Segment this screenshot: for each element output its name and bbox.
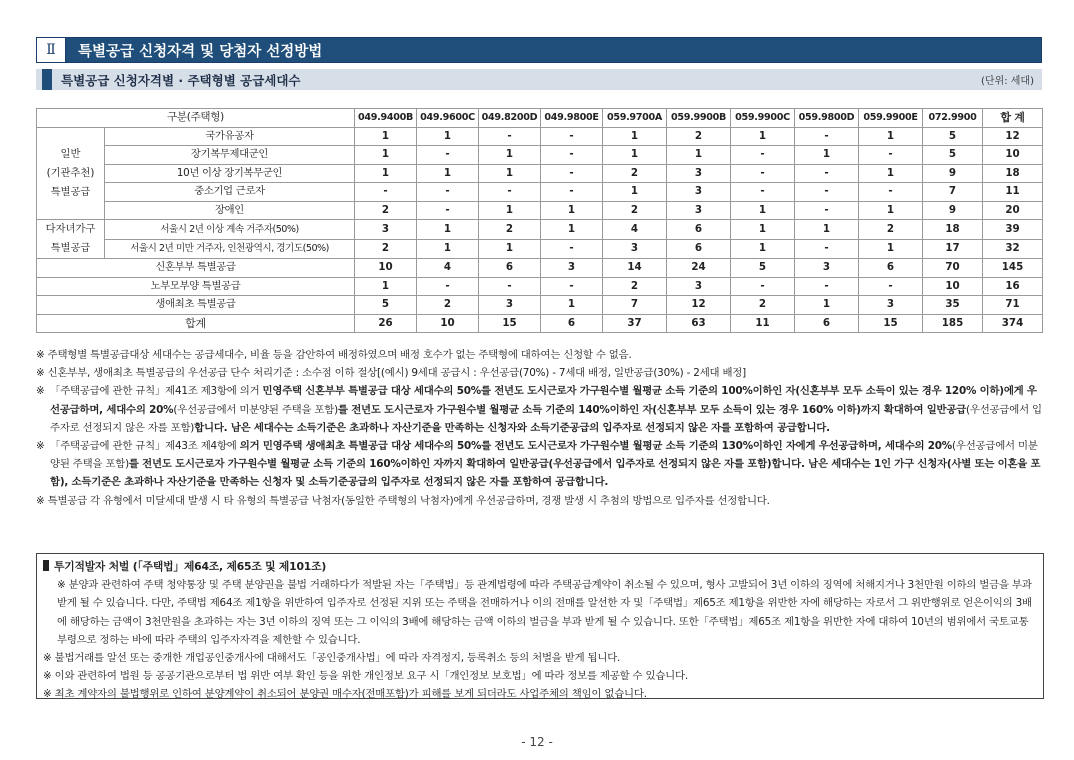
cell-value: 2 xyxy=(479,220,541,240)
cell-value: 70 xyxy=(923,259,983,278)
cell-value: 4 xyxy=(603,220,667,240)
cell-value: 17 xyxy=(923,239,983,259)
total-value: 63 xyxy=(667,314,731,333)
cell-value: 24 xyxy=(667,259,731,278)
header-label: 구분(주택형) xyxy=(37,109,355,128)
cell-value: - xyxy=(731,277,795,296)
cell-value: 12 xyxy=(667,296,731,315)
total-value: 10 xyxy=(417,314,479,333)
cell-value: - xyxy=(479,127,541,146)
cell-value: 1 xyxy=(795,220,859,240)
cell-value: 1 xyxy=(731,220,795,240)
row-label: 장기복무제대군인 xyxy=(105,146,355,165)
row-label: 국가유공자 xyxy=(105,127,355,146)
cell-value: 1 xyxy=(479,201,541,220)
cell-value: 1 xyxy=(417,239,479,259)
cell-value: 1 xyxy=(355,146,417,165)
cell-value: - xyxy=(859,277,923,296)
total-value: 374 xyxy=(983,314,1043,333)
cell-value: 3 xyxy=(795,259,859,278)
cell-value: 1 xyxy=(603,146,667,165)
cell-value: 16 xyxy=(983,277,1043,296)
cell-value: 1 xyxy=(355,164,417,183)
cell-value: 1 xyxy=(541,201,603,220)
cell-value: 1 xyxy=(417,164,479,183)
cell-value: 6 xyxy=(667,220,731,240)
cell-value: 35 xyxy=(923,296,983,315)
cell-value: - xyxy=(541,277,603,296)
penalty-note-3: ※ 이와 관련하여 법원 등 공공기관으로부터 법 위반 여부 확인 등을 위한 개인정보 요구 시「개인정보 보호법」에 따라 정보를 제공할 수 있습니다. xyxy=(43,670,688,683)
row-label: 장애인 xyxy=(105,201,355,220)
note-3-mark: ※ xyxy=(36,385,45,398)
column-header: 059.9900E xyxy=(859,109,923,128)
cell-value: - xyxy=(859,146,923,165)
section-number: Ⅱ xyxy=(37,38,66,62)
column-header: 049.9600C xyxy=(417,109,479,128)
cell-value: - xyxy=(541,239,603,259)
cell-value: - xyxy=(731,183,795,202)
cell-value: 3 xyxy=(479,296,541,315)
section-title: 특별공급 신청자격 및 당첨자 선정방법 xyxy=(66,38,1041,62)
cell-value: 2 xyxy=(603,201,667,220)
cell-value: 7 xyxy=(923,183,983,202)
penalty-title-text: 투기적발자 처벌 (「주택법」제64조, 제65조 및 제101조) xyxy=(54,560,327,573)
cell-value: 1 xyxy=(795,296,859,315)
cell-value: - xyxy=(355,183,417,202)
row-label: 신혼부부 특별공급 xyxy=(37,259,355,278)
cell-value: - xyxy=(795,201,859,220)
note-5: ※ 특별공급 각 유형에서 미달세대 발생 시 타 유형의 특별공급 낙첨자(동일한 주택형의 낙첨자)에게 우선공급하며, 경쟁 발생 시 추첨의 방법으로 입주자를 선정합니다. xyxy=(36,494,770,507)
cell-value: 2 xyxy=(417,296,479,315)
table-row xyxy=(37,296,1043,315)
table-row xyxy=(37,127,1043,146)
cell-value: 6 xyxy=(859,259,923,278)
table-row xyxy=(37,183,1043,202)
cell-value: - xyxy=(417,201,479,220)
cell-value: - xyxy=(795,277,859,296)
table-row xyxy=(37,277,1043,296)
supply-table xyxy=(36,108,1043,333)
cell-value: 1 xyxy=(417,220,479,240)
cell-value: 1 xyxy=(859,164,923,183)
note-3-d: 를 전년도 도시근로자 가구원수별 월평균 소득 기준의 140%이하인 자(신혼부부 모두 소득이 있는 경우 160% 이하)까지 확대하여 일반공급 xyxy=(337,403,967,416)
penalty-box xyxy=(36,553,1044,699)
subsection-marker xyxy=(42,69,52,90)
table-header-row xyxy=(37,109,1043,128)
row-label: 중소기업 근로자 xyxy=(105,183,355,202)
cell-value: 3 xyxy=(355,220,417,240)
cell-value: 14 xyxy=(603,259,667,278)
cell-value: - xyxy=(731,146,795,165)
cell-value: 6 xyxy=(667,239,731,259)
cell-value: 12 xyxy=(983,127,1043,146)
cell-value: 18 xyxy=(983,164,1043,183)
row-label: 10년 이상 장기복무군인 xyxy=(105,164,355,183)
total-value: 37 xyxy=(603,314,667,333)
cell-value: 2 xyxy=(603,164,667,183)
cell-value: - xyxy=(479,277,541,296)
note-2: ※ 신혼부부, 생애최초 특별공급의 우선공급 단수 처리기준 : 소수점 이하 절상[(예시) 9세대 공급시 : 우선공급(70%) - 7세대 배정, 일반공급(30%) - 2세대 배정] xyxy=(36,367,746,380)
cell-value: 1 xyxy=(731,239,795,259)
cell-value: 5 xyxy=(923,146,983,165)
cell-value: 9 xyxy=(923,201,983,220)
cell-value: 1 xyxy=(603,183,667,202)
cell-value: 1 xyxy=(479,239,541,259)
cell-value: 1 xyxy=(541,220,603,240)
cell-value: 3 xyxy=(667,201,731,220)
penalty-note-1-text: ※ 분양과 관련하여 주택 청약통장 및 주택 분양권을 불법 거래하다가 적발된 자는「주택법」등 관계법령에 따라 주택공급계약이 취소될 수 있으며, 형사 고발되어 3년 이하의 징역에 처해지거나 3천만원 이하의 벌금을 부과 받게 될 수 있습니다. 다만, 주택법 제64조 제1항을 위반하여 입주자로 선정된 지위 또는 주택을 전매하거나 이의 전매를 알선한 자 및「주택법」제65조 제1항을 위반한 자에 해당하는 자로서 그 위반행위로 얻은이익의 3배에 해당하는 금액이 3천만원을 초과하는 자는 3년 이하의 징역 또는 그 이익의 3배에 해당하는 금액 이하의 벌금을 부과 받게 될 수 있습니다. 또한「주택법」제65조 제1항을 위반한 자에 대하여 10년의 범위에서 국토교통부령으로 정하는 바에 따라 주택의 입주자자격을 제한할 수 있습니다. xyxy=(57,579,1032,646)
note-4-b: 의거 민영주택 생애최초 특별공급 대상 세대수의 50%를 전년도 도시근로자 가구원수별 월평균 소득 기준의 130%이하인 자에게 우선공급하며, 세대수의 20% xyxy=(239,440,952,453)
cell-value: 1 xyxy=(355,127,417,146)
group-label: 다자녀가구 특별공급 xyxy=(37,220,105,259)
note-3-e: (우선공급에서 입주자로 선정되지 않은 자를 포함) xyxy=(50,403,1042,434)
cell-value: 145 xyxy=(983,259,1043,278)
penalty-note-1 xyxy=(43,576,1035,649)
penalty-title xyxy=(43,558,1035,576)
cell-value: 71 xyxy=(983,296,1043,315)
cell-value: 18 xyxy=(923,220,983,240)
unit-label: (단위: 세대) xyxy=(981,76,1034,87)
cell-value: 3 xyxy=(667,183,731,202)
note-3-a: 「주택공급에 관한 규칙」제41조 제3항에 의거 xyxy=(50,385,263,398)
cell-value: 5 xyxy=(923,127,983,146)
cell-value: 1 xyxy=(667,146,731,165)
section-header xyxy=(36,37,1042,63)
column-header: 049.9800E xyxy=(541,109,603,128)
cell-value: - xyxy=(417,146,479,165)
row-label: 서울시 2년 이상 계속 거주자(50%) xyxy=(105,220,355,240)
note-4-d: 를 전년도 도시근로자 가구원수별 월평균 소득 기준의 160%이하인 자까지 확대하여 일반공급(우선공급에서 입주자로 선정되지 않은 자를 포함)합니다. 남은 세대수는 1인 가구 신청자(사별 또는 이혼을 포함), 소득기준은 초과하나 자산기준을 만족하는 신청자 및 소득기준공급의 입주자로 선정되지 않은 자를 포함하여 공급합니다. xyxy=(50,458,1041,489)
square-bullet-icon xyxy=(43,560,49,571)
note-4-mark: ※ xyxy=(36,440,45,453)
cell-value: - xyxy=(417,183,479,202)
column-header: 072.9900 xyxy=(923,109,983,128)
cell-value: 2 xyxy=(731,296,795,315)
subsection-header xyxy=(36,69,1042,90)
cell-value: 10 xyxy=(355,259,417,278)
table-row xyxy=(37,259,1043,278)
cell-value: 1 xyxy=(355,277,417,296)
column-header: 합 계 xyxy=(983,109,1043,128)
cell-value: - xyxy=(731,164,795,183)
cell-value: 1 xyxy=(541,296,603,315)
note-4-a: 「주택공급에 관한 규칙」제43조 제4항에 xyxy=(50,440,240,453)
note-3-b: 민영주택 신혼부부 특별공급 대상 세대수의 50%를 전년도 도시근로자 가구원수별 월평균 소득 기준의 100%이하인 자(신혼부부 모두 소득이 있는 경우 120% 이하)에게 우선공급하며, 세대수의 20% xyxy=(50,385,1037,416)
cell-value: 7 xyxy=(603,296,667,315)
cell-value: 5 xyxy=(731,259,795,278)
column-header: 059.9700A xyxy=(603,109,667,128)
cell-value: - xyxy=(541,146,603,165)
cell-value: 2 xyxy=(859,220,923,240)
cell-value: 6 xyxy=(479,259,541,278)
cell-value: 20 xyxy=(983,201,1043,220)
note-4-c: (우선공급에서 미분양된 주택을 포함) xyxy=(50,440,1038,471)
cell-value: - xyxy=(795,239,859,259)
cell-value: 1 xyxy=(731,201,795,220)
cell-value: - xyxy=(541,183,603,202)
cell-value: 9 xyxy=(923,164,983,183)
cell-value: 2 xyxy=(667,127,731,146)
page-number: - 12 - xyxy=(521,735,553,749)
cell-value: - xyxy=(541,164,603,183)
table-row xyxy=(37,164,1043,183)
cell-value: 1 xyxy=(795,146,859,165)
total-value: 11 xyxy=(731,314,795,333)
cell-value: - xyxy=(479,183,541,202)
cell-value: 11 xyxy=(983,183,1043,202)
cell-value: 1 xyxy=(859,127,923,146)
penalty-note-2: ※ 불법거래를 알선 또는 중개한 개업공인중개사에 대해서도「공인중개사법」에 따라 자격정지, 등록취소 등의 처벌을 받게 됩니다. xyxy=(43,652,621,665)
cell-value: 5 xyxy=(355,296,417,315)
column-header: 049.8200D xyxy=(479,109,541,128)
table-row xyxy=(37,146,1043,165)
cell-value: 1 xyxy=(479,164,541,183)
column-header: 059.9800D xyxy=(795,109,859,128)
notes xyxy=(36,346,1046,510)
cell-value: 1 xyxy=(859,201,923,220)
table-row xyxy=(37,239,1043,259)
column-header: 049.9400B xyxy=(355,109,417,128)
total-value: 15 xyxy=(859,314,923,333)
note-3-f: 합니다. 남은 세대수는 소득기준은 초과하나 자산기준을 만족하는 신청자와 소득기준공급의 입주자로 선정되지 않은 자를 포함하여 공급합니다. xyxy=(194,421,830,434)
total-value: 185 xyxy=(923,314,983,333)
cell-value: 2 xyxy=(603,277,667,296)
column-header: 059.9900C xyxy=(731,109,795,128)
cell-value: - xyxy=(795,127,859,146)
cell-value: 3 xyxy=(541,259,603,278)
row-label: 노부모부양 특별공급 xyxy=(37,277,355,296)
cell-value: 39 xyxy=(983,220,1043,240)
penalty-note-4: ※ 최초 계약자의 불법행위로 인하여 분양계약이 취소되어 분양권 매수자(전매포함)가 피해를 보게 되더라도 사업주체의 책임이 없습니다. xyxy=(43,688,647,701)
subsection-title: 특별공급 신청자격별 · 주택형별 공급세대수 xyxy=(61,72,301,88)
cell-value: 3 xyxy=(667,277,731,296)
total-value: 15 xyxy=(479,314,541,333)
total-value: 26 xyxy=(355,314,417,333)
cell-value: 32 xyxy=(983,239,1043,259)
column-header: 059.9900B xyxy=(667,109,731,128)
cell-value: 10 xyxy=(983,146,1043,165)
total-value: 6 xyxy=(795,314,859,333)
row-label: 서울시 2년 미만 거주자, 인천광역시, 경기도(50%) xyxy=(105,239,355,259)
cell-value: 1 xyxy=(731,127,795,146)
cell-value: - xyxy=(859,183,923,202)
note-4 xyxy=(36,437,1046,492)
cell-value: 3 xyxy=(667,164,731,183)
cell-value: 1 xyxy=(603,127,667,146)
table-row xyxy=(37,220,1043,240)
note-3 xyxy=(36,382,1046,437)
note-1: ※ 주택형별 특별공급대상 세대수는 공급세대수, 비율 등을 감안하여 배정하였으며 배정 호수가 없는 주택형에 대하여는 신청할 수 없음. xyxy=(36,349,632,361)
cell-value: - xyxy=(417,277,479,296)
cell-value: 3 xyxy=(859,296,923,315)
cell-value: - xyxy=(541,127,603,146)
cell-value: 3 xyxy=(603,239,667,259)
total-value: 6 xyxy=(541,314,603,333)
cell-value: 2 xyxy=(355,201,417,220)
cell-value: - xyxy=(795,183,859,202)
note-3-c: (우선공급에서 미분양된 주택을 포함) xyxy=(173,403,338,416)
cell-value: 4 xyxy=(417,259,479,278)
total-row xyxy=(37,314,1043,333)
cell-value: 1 xyxy=(859,239,923,259)
table-row xyxy=(37,201,1043,220)
cell-value: 10 xyxy=(923,277,983,296)
group-label: 일반 (기관추천) 특별공급 xyxy=(37,127,105,220)
row-label: 생애최초 특별공급 xyxy=(37,296,355,315)
cell-value: 1 xyxy=(479,146,541,165)
cell-value: 2 xyxy=(355,239,417,259)
total-label: 합계 xyxy=(37,314,355,333)
cell-value: - xyxy=(795,164,859,183)
cell-value: 1 xyxy=(417,127,479,146)
